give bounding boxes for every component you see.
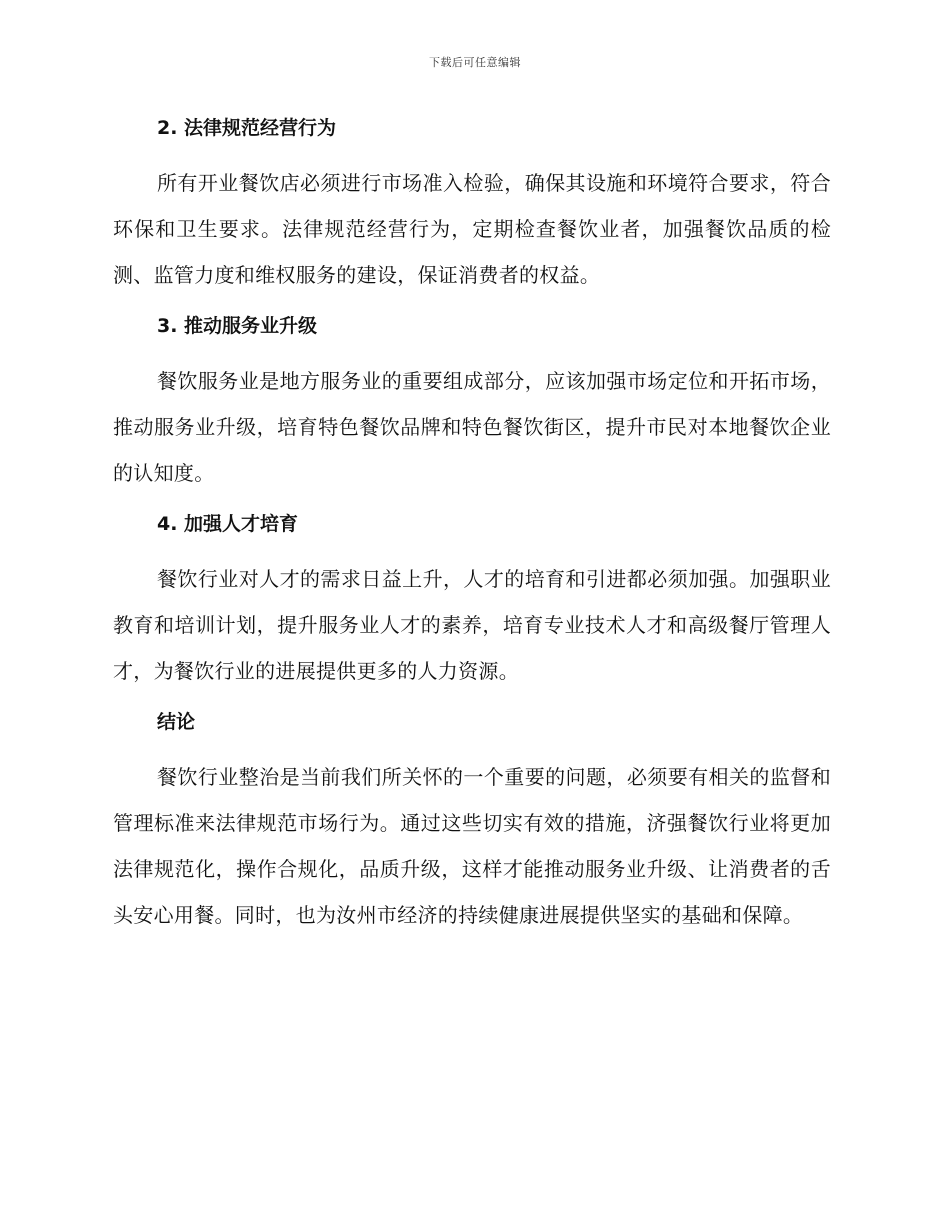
section-heading: 3. 推动服务业升级 (157, 315, 318, 337)
page-header-note: 下载后可任意编辑 (429, 56, 521, 69)
section-legal-regulation (113, 110, 831, 308)
section-paragraph: 餐饮行业整治是当前我们所关怀的一个重要的问题，必须要有相关的监督和管理标准来法律规范市场行为。通过这些切实有效的措施，济强餐饮行业将更加法律规范化，操作合规化，品质升级，这样才能推动服务业升级、让消费者的舌头安心用餐。同时，也为汝州市经济的持续健康进展提供坚实的基础和保障。 (113, 765, 831, 927)
section-talent-cultivation (113, 506, 831, 704)
section-conclusion (113, 704, 831, 938)
section-heading: 结论 (157, 711, 196, 733)
section-paragraph: 餐饮行业对人才的需求日益上升，人才的培育和引进都必须加强。加强职业教育和培训计划，提升服务业人才的素养，培育专业技术人才和高级餐厅管理人才，为餐饮行业的进展提供更多的人力资源。 (113, 567, 831, 683)
section-paragraph: 所有开业餐饮店必须进行市场准入检验，确保其设施和环境符合要求，符合环保和卫生要求。法律规范经营行为，定期检查餐饮业者，加强餐饮品质的检测、监管力度和维权服务的建设，保证消费者的权益。 (113, 171, 831, 287)
document-body (113, 110, 831, 938)
section-paragraph: 餐饮服务业是地方服务业的重要组成部分，应该加强市场定位和开拓市场，推动服务业升级，培育特色餐饮品牌和特色餐饮街区，提升市民对本地餐饮企业的认知度。 (113, 369, 831, 485)
section-service-upgrade (113, 308, 831, 506)
section-heading: 4. 加强人才培育 (157, 513, 299, 535)
section-heading: 2. 法律规范经营行为 (157, 117, 337, 139)
